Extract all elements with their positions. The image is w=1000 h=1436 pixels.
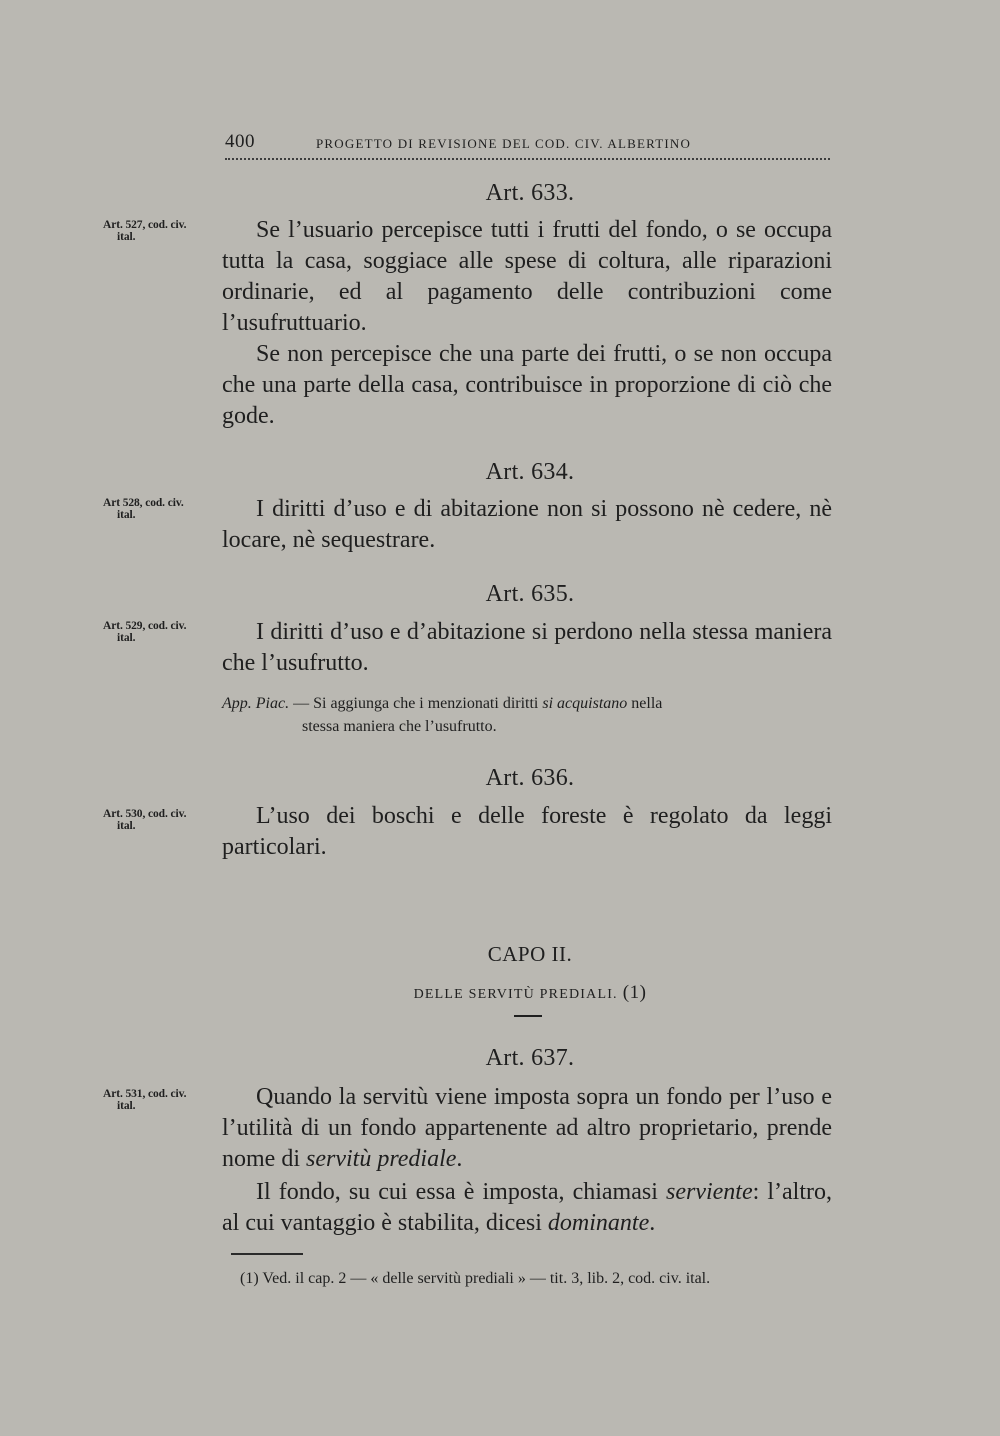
margin-reference [103, 1088, 221, 1112]
margin-reference-line: Art. 530, cod. civ. [103, 808, 187, 820]
article-heading: Art. 636. [485, 765, 575, 791]
page-header [225, 131, 830, 161]
margin-reference-line: ital. [117, 1100, 136, 1112]
chapter-title: CAPO II. [487, 942, 573, 966]
note-text-line2: stessa maniera che l’usufrutto. [302, 718, 497, 735]
article-paragraph: L’uso dei boschi e delle foreste è regolato da leggi particolari. [222, 803, 832, 860]
page-number: 400 [225, 131, 255, 152]
paragraph-text: : l’altro, al cui vantaggio è stabilita, dicesi [222, 1179, 833, 1236]
article-paragraph [222, 1082, 832, 1175]
appendix-note [222, 692, 832, 738]
margin-reference-line: ital. [117, 231, 136, 243]
margin-reference [103, 497, 221, 521]
margin-reference-line: Art 528, cod. civ. [103, 497, 184, 509]
header-rule [225, 158, 830, 162]
paragraph-italic-term: serviente [665, 1179, 753, 1205]
margin-reference-line: Art. 527, cod. civ. [103, 219, 187, 231]
article-paragraph: Se l’usuario percepisce tutti i frutti del fondo, o se occupa tutta la casa, soggiace alle spese di coltura, alle riparazioni ordinarie, ed al pagamento delle contribuzioni come l’usufruttuario. [222, 217, 832, 336]
margin-reference [103, 219, 221, 243]
article-heading: Art. 635. [485, 581, 575, 607]
note-label: App. Piac. [222, 695, 290, 712]
margin-reference [103, 808, 221, 832]
footnote: (1) Ved. il cap. 2 — « delle servitù prediali » — tit. 3, lib. 2, cod. civ. ital. [240, 1270, 711, 1287]
article-heading: Art. 637. [485, 1045, 575, 1071]
article-paragraph: Se non percepisce che una parte dei frutti, o se non occupa che una parte della casa, contribuisce in proporzione di ciò che gode. [222, 341, 832, 429]
paragraph-text: Quando la servitù viene imposta sopra un fondo per l’uso e l’utilità di un fondo appartenente ad altro proprietario, prende nome di [222, 1084, 832, 1172]
footnote-reference: (1) [622, 982, 647, 1003]
paragraph-italic-term: dominante [547, 1210, 650, 1236]
note-text: Si aggiunga che i menzionati diritti [313, 695, 539, 712]
article-heading: Art. 633. [485, 180, 575, 206]
note-dash: — [293, 695, 310, 712]
article-paragraph [222, 1177, 832, 1239]
margin-reference [103, 620, 221, 644]
margin-reference-line: ital. [117, 632, 136, 644]
margin-reference-line: Art. 529, cod. civ. [103, 620, 187, 632]
paragraph-text: Il fondo, su cui essa è imposta, chiamasi [256, 1179, 658, 1205]
footnote-rule [231, 1253, 303, 1255]
note-text: nella [631, 695, 663, 712]
margin-reference-line: ital. [117, 509, 136, 521]
margin-reference-line: Art. 531, cod. civ. [103, 1088, 187, 1100]
paragraph-italic-term: servitù prediale [306, 1146, 457, 1172]
margin-reference-line: ital. [117, 820, 136, 832]
article-paragraph: I diritti d’uso e di abitazione non si possono nè cedere, nè locare, nè sequestrare. [222, 496, 832, 553]
paragraph-text: . [456, 1146, 463, 1172]
note-italic-text: si acquistano [542, 695, 628, 712]
running-head: PROGETTO DI REVISIONE DEL COD. CIV. ALBERTINO [316, 136, 692, 151]
chapter-subtitle-text: DELLE SERVITÙ PREDIALI. [413, 987, 618, 1002]
chapter-divider [514, 1015, 542, 1017]
paragraph-text: . [649, 1210, 656, 1236]
article-heading: Art. 634. [485, 459, 575, 485]
chapter-subtitle [220, 982, 840, 1004]
article-paragraph: I diritti d’uso e d’abitazione si perdono nella stessa maniera che l’usufrutto. [222, 619, 832, 676]
